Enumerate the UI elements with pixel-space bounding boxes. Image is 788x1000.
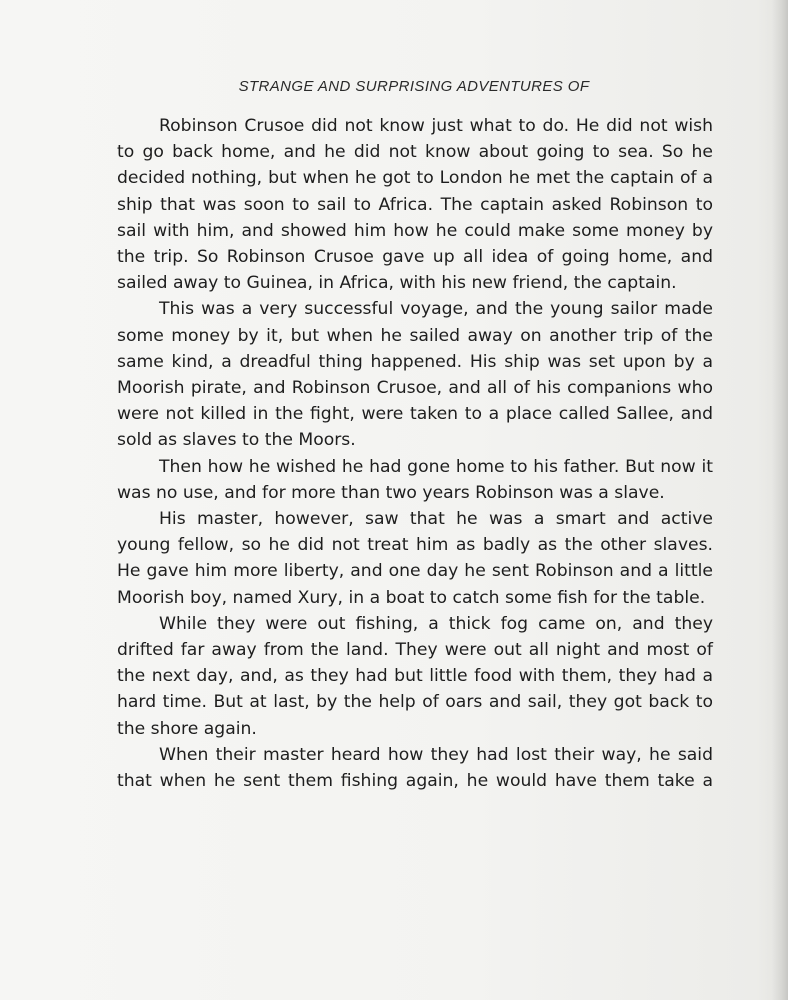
paragraph-5: While they were out fishing, a thick fog came on, and they drifted far away from the land. They were out all night and most of the next day, and, as they had but little food with them, they had a hard time. But at last, by the help of oars and sail, they got back to the shore again. xyxy=(117,613,713,739)
body-text xyxy=(117,113,713,794)
paragraph-3: Then how he wished he had gone home to his father. But now it was no use, and for more than two years Robinson was a slave. xyxy=(117,456,713,503)
paragraph-6: When their master heard how they had lost their way, he said that when he sent them fishing again, he would have them take a xyxy=(117,744,713,792)
paragraph-2: This was a very successful voyage, and the young sailor made some money by it, but when he sailed away on another trip of the same kind, a dreadful thing happened. His ship was set upon by a Moorish pirate, and Robinson Crusoe, and all of his companions who were not killed in the fight, were taken to a place called Sallee, and sold as slaves to the Moors. xyxy=(117,299,713,451)
paragraph-1: Robinson Crusoe did not know just what to do. He did not wish to go back home, and he did not know about going to sea. So he decided nothing, but when he got to London he met the captain of a ship that was soon to sail to Africa. The captain asked Robinson to sail with him, and showed him how he could make some money by the trip. So Robinson Crusoe gave up all idea of going home, and sailed away to Guinea, in Africa, with his new friend, the captain. xyxy=(117,116,713,294)
running-head: STRANGE AND SURPRISING ADVENTURES OF xyxy=(238,78,590,95)
page-edge-shadow xyxy=(772,0,788,1000)
paragraph-4: His master, however, saw that he was a smart and active young fellow, so he did not treat him as badly as the other slaves. He gave him more liberty, and one day he sent Robinson and a little Moorish boy, named Xury, in a boat to catch some fish for the table. xyxy=(117,509,713,608)
